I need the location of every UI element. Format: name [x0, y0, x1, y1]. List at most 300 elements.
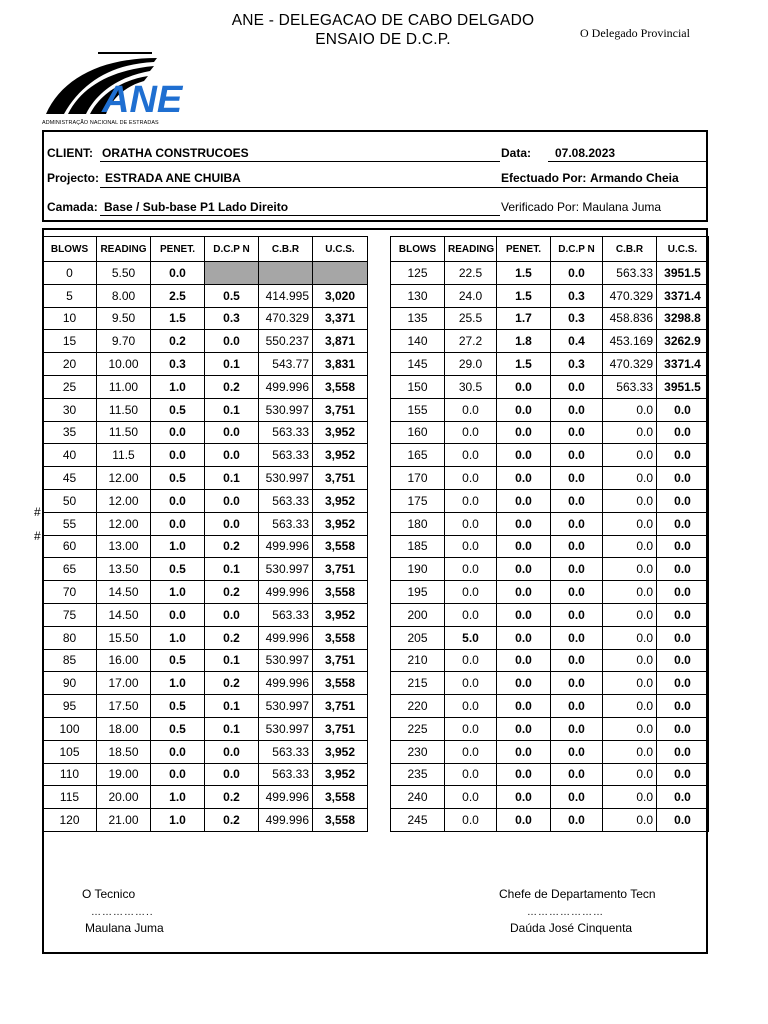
table-cell: 543.77	[259, 353, 313, 376]
table-cell: 0.0	[657, 398, 709, 421]
table-cell: 0.0	[445, 512, 497, 535]
ane-logo-icon	[42, 48, 183, 130]
table-cell: 12.00	[97, 489, 151, 512]
table-row	[43, 375, 368, 398]
table-cell: 0.3	[551, 353, 603, 376]
table-cell: 100	[43, 717, 97, 740]
table-cell: 1.7	[497, 307, 551, 330]
projecto-label: Projecto:	[47, 171, 100, 185]
table-cell: 0.0	[497, 809, 551, 832]
table-cell: 3,751	[313, 558, 368, 581]
table-row	[391, 330, 709, 353]
table-row	[391, 375, 709, 398]
table-cell: 0.0	[551, 558, 603, 581]
camada-label: Camada:	[47, 200, 98, 214]
table-cell: 75	[43, 603, 97, 626]
table-cell: 0.0	[445, 535, 497, 558]
table-cell: 1.5	[497, 353, 551, 376]
chefe-signature-line: …………………	[527, 907, 604, 918]
table-cell: 3,558	[313, 672, 368, 695]
table-cell: 0.3	[205, 307, 259, 330]
table-cell: 1.8	[497, 330, 551, 353]
table-cell: 0.0	[551, 489, 603, 512]
column-header: U.C.S.	[657, 237, 709, 262]
column-header: BLOWS	[391, 237, 445, 262]
table-row	[43, 809, 368, 832]
table-cell: 0.0	[445, 558, 497, 581]
table-cell: 0.0	[657, 786, 709, 809]
table-cell: 11.00	[97, 375, 151, 398]
table-cell: 0.0	[603, 535, 657, 558]
table-cell: 530.997	[259, 398, 313, 421]
table-cell: 0	[43, 262, 97, 285]
table-cell: 0.0	[497, 603, 551, 626]
table-cell: 17.50	[97, 695, 151, 718]
table-cell: 90	[43, 672, 97, 695]
table-cell: 0.0	[551, 375, 603, 398]
table-row	[43, 717, 368, 740]
table-cell: 0.5	[151, 398, 205, 421]
table-cell: 125	[391, 262, 445, 285]
table-cell: 0.0	[151, 444, 205, 467]
table-cell: 14.50	[97, 603, 151, 626]
table-cell: 0.0	[151, 262, 205, 285]
table-cell	[205, 262, 259, 285]
table-cell: 530.997	[259, 695, 313, 718]
table-cell: 0.0	[497, 581, 551, 604]
efectuado-value: Armando Cheia	[590, 171, 679, 185]
table-cell: 3,751	[313, 649, 368, 672]
table-cell: 470.329	[603, 353, 657, 376]
table-cell: 0.0	[205, 763, 259, 786]
table-cell: 12.00	[97, 467, 151, 490]
table-cell: 9.50	[97, 307, 151, 330]
table-cell: 20	[43, 353, 97, 376]
table-cell: 0.0	[603, 672, 657, 695]
table-cell: 0.0	[551, 740, 603, 763]
table-cell: 458.836	[603, 307, 657, 330]
table-cell: 0.0	[603, 421, 657, 444]
table-cell: 3,751	[313, 717, 368, 740]
table-cell: 0.0	[445, 740, 497, 763]
table-cell: 3,020	[313, 284, 368, 307]
table-cell: 0.0	[445, 786, 497, 809]
table-row	[391, 740, 709, 763]
table-cell: 0.0	[497, 489, 551, 512]
table-cell: 0.0	[151, 512, 205, 535]
table-cell: 0.0	[497, 695, 551, 718]
table-cell: 11.50	[97, 421, 151, 444]
table-cell: 0.0	[497, 649, 551, 672]
table-cell: 563.33	[259, 489, 313, 512]
table-cell: 0.0	[551, 786, 603, 809]
table-cell: 70	[43, 581, 97, 604]
table-cell: 3,952	[313, 421, 368, 444]
table-cell: 1.0	[151, 581, 205, 604]
table-cell: 0.0	[551, 763, 603, 786]
table-row	[391, 672, 709, 695]
table-cell: 0.0	[445, 809, 497, 832]
right-data-table	[390, 236, 709, 832]
table-row	[391, 284, 709, 307]
table-cell: 0.0	[657, 421, 709, 444]
table-cell: 0.0	[603, 763, 657, 786]
table-cell: 0.2	[205, 672, 259, 695]
table-cell: 0.0	[551, 262, 603, 285]
table-cell: 110	[43, 763, 97, 786]
table-cell: 0.0	[497, 786, 551, 809]
efectuado-label: Efectuado Por:	[501, 171, 587, 185]
table-cell: 0.0	[551, 421, 603, 444]
table-cell: 0.0	[657, 809, 709, 832]
table-row	[391, 649, 709, 672]
table-cell: 0.1	[205, 558, 259, 581]
delegado-label: O Delegado Provincial	[580, 26, 690, 40]
table-cell: 0.0	[657, 717, 709, 740]
table-cell: 5	[43, 284, 97, 307]
table-cell: 25.5	[445, 307, 497, 330]
table-cell: 530.997	[259, 717, 313, 740]
table-row	[391, 467, 709, 490]
table-cell: 145	[391, 353, 445, 376]
table-cell: 0.0	[445, 467, 497, 490]
table-row	[391, 786, 709, 809]
table-cell: 11.5	[97, 444, 151, 467]
table-row	[43, 535, 368, 558]
table-cell: 0.0	[603, 603, 657, 626]
table-row	[391, 489, 709, 512]
table-cell: 0.0	[551, 512, 603, 535]
table-cell: 0.0	[603, 512, 657, 535]
table-cell: 563.33	[259, 763, 313, 786]
info-block	[42, 130, 708, 222]
table-cell: 0.0	[497, 672, 551, 695]
table-cell: 563.33	[259, 444, 313, 467]
table-cell: 499.996	[259, 535, 313, 558]
table-cell: 0.0	[151, 421, 205, 444]
table-cell: 0.0	[151, 763, 205, 786]
table-cell: 0.2	[151, 330, 205, 353]
table-cell: 3,831	[313, 353, 368, 376]
column-header: C.B.R	[603, 237, 657, 262]
table-cell: 0.5	[151, 695, 205, 718]
table-cell: 21.00	[97, 809, 151, 832]
table-cell: 0.0	[445, 489, 497, 512]
table-cell: 13.00	[97, 535, 151, 558]
table-cell: 0.0	[657, 467, 709, 490]
table-cell: 0.4	[551, 330, 603, 353]
table-cell: 18.00	[97, 717, 151, 740]
table-cell: 563.33	[259, 603, 313, 626]
table-cell: 414.995	[259, 284, 313, 307]
table-cell: 0.2	[205, 786, 259, 809]
projecto-value: ESTRADA ANE CHUIBA	[105, 171, 241, 185]
table-cell: 0.0	[603, 398, 657, 421]
table-cell: 195	[391, 581, 445, 604]
table-cell: 12.00	[97, 512, 151, 535]
table-cell: 155	[391, 398, 445, 421]
table-cell: 20.00	[97, 786, 151, 809]
column-header: U.C.S.	[313, 237, 368, 262]
table-cell: 45	[43, 467, 97, 490]
table-cell: 0.1	[205, 695, 259, 718]
table-cell: 17.00	[97, 672, 151, 695]
tecnico-name: Maulana Juma	[85, 921, 164, 935]
table-cell: 5.0	[445, 626, 497, 649]
table-cell: 15.50	[97, 626, 151, 649]
table-cell: 563.33	[603, 262, 657, 285]
table-row	[391, 695, 709, 718]
table-cell: 180	[391, 512, 445, 535]
table-cell: 530.997	[259, 467, 313, 490]
table-cell: 0.0	[551, 672, 603, 695]
table-cell: 245	[391, 809, 445, 832]
table-cell: 0.0	[497, 740, 551, 763]
table-cell: 11.50	[97, 398, 151, 421]
table-cell: 25	[43, 375, 97, 398]
table-cell: 0.0	[205, 740, 259, 763]
table-cell: 0.0	[657, 649, 709, 672]
column-header: BLOWS	[43, 237, 97, 262]
table-cell: 0.5	[151, 649, 205, 672]
table-cell: 3951.5	[657, 262, 709, 285]
table-cell: 29.0	[445, 353, 497, 376]
table-cell: 499.996	[259, 626, 313, 649]
client-value: ORATHA CONSTRUCOES	[102, 146, 249, 160]
table-cell: 0.0	[603, 581, 657, 604]
table-cell: 0.0	[445, 649, 497, 672]
table-row	[43, 444, 368, 467]
table-cell: 1.5	[151, 307, 205, 330]
table-cell: 499.996	[259, 809, 313, 832]
table-cell: 0.0	[551, 444, 603, 467]
table-cell: 0.2	[205, 809, 259, 832]
table-cell: 0.0	[551, 649, 603, 672]
table-cell: 3951.5	[657, 375, 709, 398]
table-row	[43, 649, 368, 672]
table-cell: 0.0	[497, 421, 551, 444]
table-cell: 0.0	[603, 717, 657, 740]
table-cell: 0.0	[205, 330, 259, 353]
table-cell: 210	[391, 649, 445, 672]
table-cell: 3,371	[313, 307, 368, 330]
table-cell: 215	[391, 672, 445, 695]
table-cell: 563.33	[259, 421, 313, 444]
table-row	[391, 262, 709, 285]
table-cell: 0.0	[205, 421, 259, 444]
table-cell: 3371.4	[657, 353, 709, 376]
table-cell: 0.0	[657, 489, 709, 512]
table-row	[391, 809, 709, 832]
table-row	[43, 626, 368, 649]
table-cell: 35	[43, 421, 97, 444]
table-cell: 0.0	[657, 512, 709, 535]
table-cell: 0.0	[551, 535, 603, 558]
table-cell: 1.5	[497, 284, 551, 307]
hash-mark: #	[34, 529, 41, 543]
table-cell: 0.0	[603, 809, 657, 832]
table-cell: 65	[43, 558, 97, 581]
table-cell: 3371.4	[657, 284, 709, 307]
table-cell: 150	[391, 375, 445, 398]
table-row	[391, 421, 709, 444]
table-row	[43, 467, 368, 490]
chefe-title: Chefe de Departamento Tecn	[499, 887, 656, 901]
table-cell: 470.329	[603, 284, 657, 307]
table-cell: 0.0	[151, 603, 205, 626]
table-cell: 55	[43, 512, 97, 535]
table-cell: 0.0	[603, 786, 657, 809]
column-header: C.B.R	[259, 237, 313, 262]
table-cell: 563.33	[603, 375, 657, 398]
table-cell: 0.5	[151, 558, 205, 581]
table-row	[391, 398, 709, 421]
table-cell: 135	[391, 307, 445, 330]
table-cell: 220	[391, 695, 445, 718]
table-cell: 0.2	[205, 581, 259, 604]
client-label: CLIENT:	[47, 146, 93, 160]
table-cell: 95	[43, 695, 97, 718]
table-cell: 130	[391, 284, 445, 307]
table-cell: 2.5	[151, 284, 205, 307]
table-row	[43, 558, 368, 581]
table-cell: 30	[43, 398, 97, 421]
table-row	[43, 695, 368, 718]
table-cell: 0.0	[657, 603, 709, 626]
table-cell: 120	[43, 809, 97, 832]
table-cell: 0.0	[445, 603, 497, 626]
report-subtitle: ENSAIO DE D.C.P.	[315, 31, 451, 48]
table-cell: 27.2	[445, 330, 497, 353]
table-cell: 8.00	[97, 284, 151, 307]
table-row	[43, 786, 368, 809]
table-cell: 0.0	[497, 626, 551, 649]
table-cell: 80	[43, 626, 97, 649]
table-cell: 0.0	[445, 444, 497, 467]
table-cell: 3262.9	[657, 330, 709, 353]
table-cell: 185	[391, 535, 445, 558]
table-row	[43, 489, 368, 512]
table-cell: 205	[391, 626, 445, 649]
table-row	[43, 740, 368, 763]
table-cell: 0.0	[497, 717, 551, 740]
table-cell: 0.0	[603, 740, 657, 763]
table-cell: 0.1	[205, 398, 259, 421]
table-cell: 165	[391, 444, 445, 467]
table-cell: 13.50	[97, 558, 151, 581]
table-cell: 3,871	[313, 330, 368, 353]
table-row	[43, 421, 368, 444]
table-cell: 0.0	[205, 603, 259, 626]
table-row	[43, 398, 368, 421]
table-cell: 0.0	[445, 421, 497, 444]
table-cell: 5.50	[97, 262, 151, 285]
column-header: PENET.	[497, 237, 551, 262]
column-header: D.C.P N	[551, 237, 603, 262]
table-row	[43, 330, 368, 353]
table-cell: 3,952	[313, 444, 368, 467]
table-row	[43, 672, 368, 695]
left-data-table	[42, 236, 368, 832]
table-cell: 0.0	[603, 489, 657, 512]
table-cell: 105	[43, 740, 97, 763]
table-cell: 3,952	[313, 763, 368, 786]
table-cell: 3,751	[313, 467, 368, 490]
table-cell: 0.0	[657, 581, 709, 604]
table-cell: 0.0	[551, 626, 603, 649]
table-row	[391, 444, 709, 467]
table-cell: 3,751	[313, 695, 368, 718]
table-cell: 0.0	[657, 695, 709, 718]
table-cell: 9.70	[97, 330, 151, 353]
table-row	[43, 763, 368, 786]
table-row	[43, 307, 368, 330]
table-cell: 3,952	[313, 489, 368, 512]
table-cell: 160	[391, 421, 445, 444]
table-row	[43, 353, 368, 376]
table-cell: 0.0	[657, 535, 709, 558]
table-cell: 3,558	[313, 809, 368, 832]
table-cell: 0.0	[551, 717, 603, 740]
table-cell: 85	[43, 649, 97, 672]
table-cell: 0.0	[657, 672, 709, 695]
table-cell: 0.0	[551, 467, 603, 490]
table-row	[43, 603, 368, 626]
table-cell: 60	[43, 535, 97, 558]
chefe-name: Daúda José Cinquenta	[510, 921, 633, 935]
table-cell: 0.0	[445, 398, 497, 421]
table-cell: 1.0	[151, 786, 205, 809]
table-cell: 3,558	[313, 626, 368, 649]
table-row	[391, 353, 709, 376]
table-cell: 0.0	[445, 672, 497, 695]
table-cell: 1.0	[151, 626, 205, 649]
table-cell: 0.0	[205, 444, 259, 467]
table-row	[391, 512, 709, 535]
table-cell: 3,558	[313, 535, 368, 558]
column-header: D.C.P N	[205, 237, 259, 262]
table-cell: 3,558	[313, 375, 368, 398]
table-cell: 0.0	[603, 626, 657, 649]
table-row	[391, 626, 709, 649]
table-cell: 50	[43, 489, 97, 512]
table-cell: 499.996	[259, 672, 313, 695]
table-cell: 115	[43, 786, 97, 809]
table-row	[43, 581, 368, 604]
table-row	[391, 763, 709, 786]
table-cell: 0.0	[497, 467, 551, 490]
tecnico-signature-line: ……………..	[91, 907, 154, 918]
table-cell: 18.50	[97, 740, 151, 763]
table-cell: 0.0	[151, 740, 205, 763]
table-cell: 40	[43, 444, 97, 467]
table-cell: 0.5	[151, 467, 205, 490]
table-cell: 10.00	[97, 353, 151, 376]
verificado-label: Verificado Por: Maulana Juma	[501, 200, 662, 214]
table-cell: 0.0	[657, 740, 709, 763]
table-cell: 175	[391, 489, 445, 512]
column-header: READING	[445, 237, 497, 262]
table-cell: 0.3	[151, 353, 205, 376]
table-row	[391, 603, 709, 626]
report-title: ANE - DELEGACAO DE CABO DELGADO	[231, 12, 535, 29]
table-row	[391, 581, 709, 604]
table-cell: 0.0	[603, 558, 657, 581]
table-cell: 0.5	[205, 284, 259, 307]
table-cell: 3298.8	[657, 307, 709, 330]
table-cell: 530.997	[259, 558, 313, 581]
table-cell: 200	[391, 603, 445, 626]
